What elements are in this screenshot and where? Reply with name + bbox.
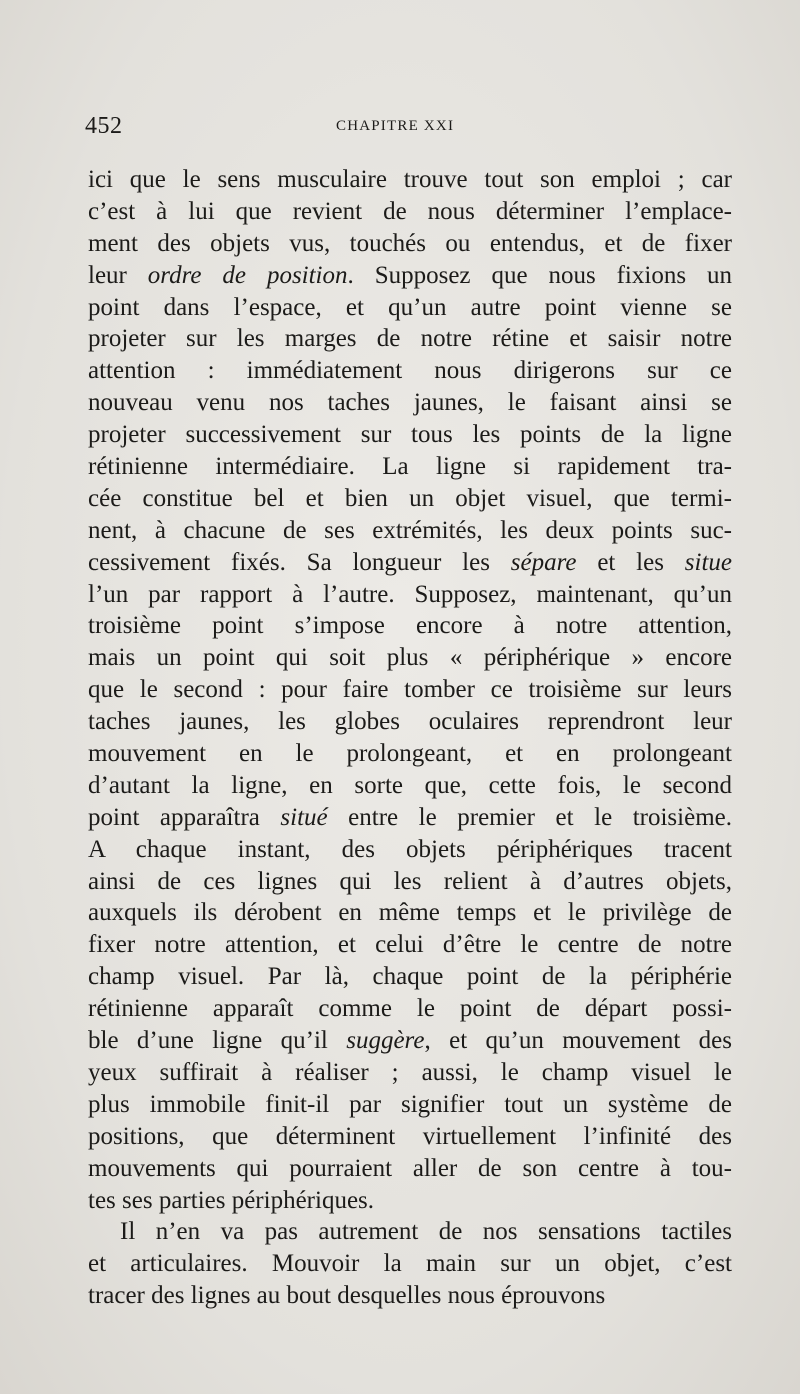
text-line [88, 260, 732, 292]
text-line [88, 674, 732, 706]
text-segment: mouvement en le prolongeant, et en prolongeant [88, 740, 732, 768]
text-line [88, 355, 732, 387]
text-segment: projeter successivement sur tous les points de la ligne [88, 421, 732, 449]
text-segment: yeux suffirait à réaliser ; aussi, le champ visuel le [88, 1058, 732, 1086]
text-line [88, 929, 732, 961]
text-segment: cessivement fixés. Sa longueur les [88, 548, 511, 576]
text-segment: attention : immédiatement nous dirigerons sur ce [88, 357, 732, 385]
text-line [88, 515, 732, 547]
text-segment: cée constitue bel et bien un objet visuel, que termi- [88, 484, 732, 512]
text-segment: nouveau venu nos taches jaunes, le faisant ainsi se [88, 389, 732, 417]
text-segment: A chaque instant, des objets périphériques tracent [88, 835, 732, 863]
text-line [88, 1025, 732, 1057]
text-line [88, 1248, 732, 1280]
text-segment: rétinienne intermédiaire. La ligne si rapidement tra- [88, 453, 732, 481]
text-segment: ainsi de ces lignes qui les relient à d’autres objets, [88, 867, 732, 895]
text-segment: point apparaîtra [88, 803, 281, 831]
text-segment: l’un par rapport à l’autre. Supposez, maintenant, qu’un [88, 580, 732, 608]
text-line [88, 802, 732, 834]
italic-text: suggère [346, 1027, 425, 1055]
text-line [88, 483, 732, 515]
text-segment: , et qu’un mouvement des [424, 1027, 732, 1055]
text-segment: c’est à lui que revient de nous déterminer l’emplace- [88, 197, 732, 225]
text-segment: entre le premier et le troisième. [327, 803, 732, 831]
text-line [88, 164, 732, 196]
text-line [88, 387, 732, 419]
text-line [88, 547, 732, 579]
text-segment: d’autant la ligne, en sorte que, cette fois, le second [88, 771, 732, 799]
text-line [88, 1185, 732, 1217]
text-line [88, 1216, 732, 1248]
text-segment: tracer des lignes au bout desquelles nous éprouvons [88, 1282, 606, 1310]
text-segment: ble d’une ligne qu’il [88, 1027, 347, 1055]
text-segment: mouvements qui pourraient aller de son centre à tou- [88, 1154, 732, 1182]
text-line [88, 834, 732, 866]
text-line [88, 1089, 732, 1121]
body-text [88, 164, 732, 1312]
text-segment: auxquels ils dérobent en même temps et le privilège de [88, 899, 732, 927]
text-line [88, 579, 732, 611]
text-line [88, 961, 732, 993]
text-line [88, 1153, 732, 1185]
text-segment: et les [576, 548, 685, 576]
italic-text: situé [280, 803, 328, 831]
text-line [88, 610, 732, 642]
page-number: 452 [85, 113, 123, 139]
text-line [88, 897, 732, 929]
text-segment: fixer notre attention, et celui d’être le centre de notre [88, 931, 732, 959]
text-segment: point dans l’espace, et qu’un autre point vienne se [88, 293, 732, 321]
text-segment: projeter sur les marges de notre rétine et saisir notre [88, 325, 732, 353]
text-segment: ment des objets vus, touchés ou entendus, et de fixer [88, 229, 732, 257]
text-segment: taches jaunes, les globes oculaires reprendront leur [88, 708, 732, 736]
text-segment: Il n’en va pas autrement de nos sensations tactiles [120, 1218, 732, 1246]
text-line [88, 419, 732, 451]
text-segment: champ visuel. Par là, chaque point de la périphérie [88, 963, 732, 991]
text-segment: rétinienne apparaît comme le point de départ possi- [88, 995, 732, 1023]
text-line [88, 228, 732, 260]
text-segment: nent, à chacune de ses extrémités, les deux points suc- [88, 516, 732, 544]
text-line [88, 292, 732, 324]
text-line [88, 738, 732, 770]
text-line [88, 323, 732, 355]
italic-text: sépare [510, 548, 577, 576]
text-line [88, 770, 732, 802]
text-segment: troisième point s’impose encore à notre attention, [88, 612, 732, 640]
text-segment: ici que le sens musculaire trouve tout son emploi ; car [88, 166, 732, 193]
text-line [88, 1121, 732, 1153]
text-segment: mais un point qui soit plus « périphérique » encore [88, 644, 732, 672]
text-line [88, 1280, 732, 1312]
text-line [88, 196, 732, 228]
text-line [88, 1057, 732, 1089]
text-segment: tes ses parties périphériques. [88, 1186, 375, 1214]
text-line [88, 706, 732, 738]
text-segment: plus immobile finit-il par signifier tout un système de [88, 1090, 732, 1118]
running-head: CHAPITRE XXI [336, 118, 455, 134]
text-segment: . Supposez que nous fixions un [347, 261, 732, 289]
text-line [88, 642, 732, 674]
text-line [88, 451, 732, 483]
text-segment: leur [88, 261, 148, 289]
text-line [88, 993, 732, 1025]
italic-text: situe [684, 548, 732, 576]
text-segment: que le second : pour faire tomber ce troisième sur leurs [88, 676, 732, 704]
page-header [85, 113, 735, 143]
text-segment: et articulaires. Mouvoir la main sur un objet, c’est [88, 1250, 732, 1278]
text-line [88, 866, 732, 898]
italic-text: ordre de position [147, 261, 348, 289]
text-segment: positions, que déterminent virtuellement l’infinité des [88, 1122, 732, 1150]
